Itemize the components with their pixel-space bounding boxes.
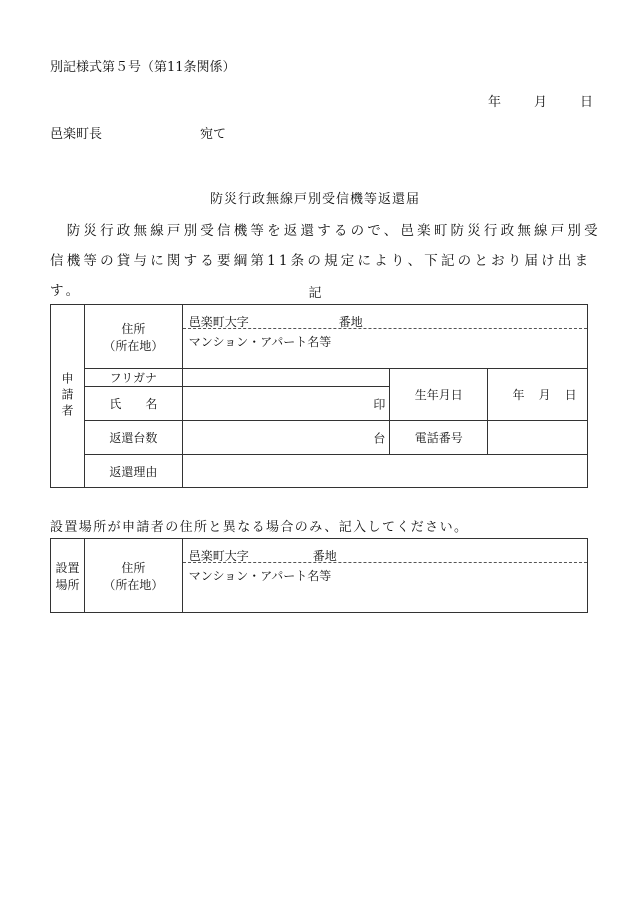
phone-label: 電話番号 <box>390 421 488 455</box>
body-text: 防災行政無線戸別受信機等を返還するので、邑楽町防災行政無線戸別受信機等の貸与に関する要綱第11条の規定により、下記のとおり届け出ます。 <box>50 223 601 299</box>
location-note: 設置場所が申請者の住所と異なる場合のみ、記入してください。 <box>50 520 469 535</box>
address-label: 住所 （所在地） <box>84 305 182 369</box>
return-reason-label: 返還理由 <box>84 455 182 488</box>
furigana-field[interactable] <box>182 369 390 387</box>
name-label: 氏 名 <box>84 387 182 421</box>
address-building-hint: マンション・アパート名等 <box>188 335 332 349</box>
form-number-label: 別記様式第５号（第11条関係） <box>50 60 236 75</box>
location-address-label: 住所 （所在地） <box>84 539 182 613</box>
seal-mark: 印 <box>373 397 386 411</box>
name-field[interactable] <box>182 387 390 421</box>
return-reason-field[interactable] <box>182 455 587 488</box>
date-day-label: 日 <box>580 95 594 110</box>
addressee <box>50 123 226 142</box>
applicant-table <box>50 304 588 488</box>
return-count-label: 返還台数 <box>84 421 182 455</box>
furigana-label: フリガナ <box>84 369 182 387</box>
birthdate-label: 生年月日 <box>390 369 488 421</box>
birthdate-field[interactable]: 年 月 日 <box>488 369 588 421</box>
document-title: 防災行政無線戸別受信機等返還届 <box>209 192 420 207</box>
date-year-label: 年 <box>488 95 502 110</box>
location-section-label: 設置 場所 <box>51 539 85 613</box>
count-unit: 台 <box>373 431 386 445</box>
location-building-hint: マンション・アパート名等 <box>188 569 332 583</box>
return-count-field[interactable] <box>182 421 390 455</box>
addressee-suffix: 宛て <box>200 127 227 142</box>
location-address-field[interactable]: 邑楽町大字 番地 マンション・アパート名等 <box>182 539 587 613</box>
phone-field[interactable] <box>488 421 588 455</box>
address-field[interactable]: 邑楽町大字 番地 マンション・アパート名等 <box>182 305 587 369</box>
submission-date <box>488 91 593 110</box>
addressee-name: 邑楽町長 <box>50 127 103 142</box>
location-table <box>50 538 588 613</box>
date-month-label: 月 <box>534 95 548 110</box>
ki-marker: 記 <box>308 286 322 301</box>
applicant-section-label: 申請者 <box>51 305 85 488</box>
